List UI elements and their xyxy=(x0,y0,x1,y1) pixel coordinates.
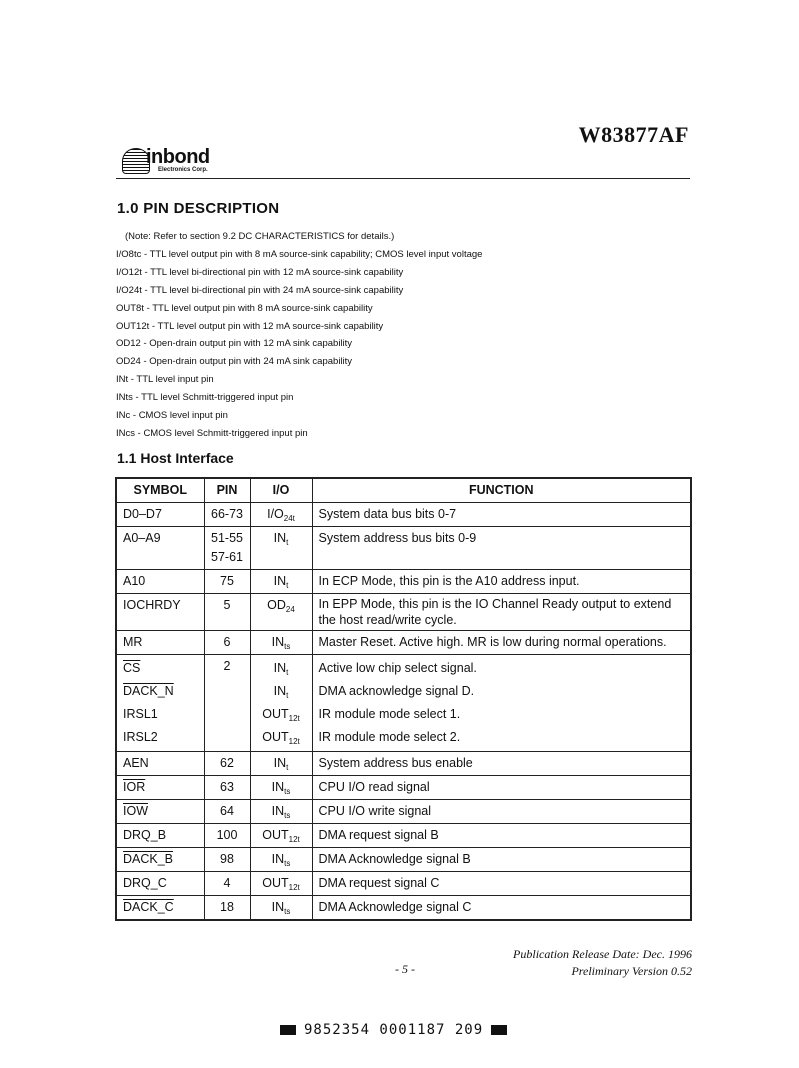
symbol-cell: DACK_C xyxy=(116,896,204,921)
io-cell: $IN_{ts}$ xyxy=(250,800,312,824)
note-line: I/O8tc - TTL level output pin with 8 mA source-sink capability; CMOS level input voltage xyxy=(116,248,483,260)
table-row xyxy=(116,503,691,527)
table-row xyxy=(116,570,691,594)
io-cell: $IN_{ts}$ xyxy=(250,848,312,872)
symbol-cell: AEN xyxy=(116,752,204,776)
symbol-cell: $\overline{IOR}$ xyxy=(116,776,204,800)
note-line: OD12 - Open-drain output pin with 12 mA sink capability xyxy=(116,338,353,350)
pin-cell: 66-73 xyxy=(204,503,250,527)
header-function: FUNCTION xyxy=(312,478,691,503)
symbol-cell: A10 xyxy=(116,570,204,594)
io-cell: $IN_{ts}$ xyxy=(250,631,312,655)
note-line: (Note: Refer to section 9.2 DC CHARACTERISTICS for details.) xyxy=(125,231,395,242)
table-row xyxy=(116,896,691,921)
function-cell: System address bus enable xyxy=(312,752,691,776)
symbol-cell: DRQ_C xyxy=(116,872,204,896)
logo-subtext: Electronics Corp. xyxy=(158,167,208,173)
function-cell: CPU I/O write signal xyxy=(312,800,691,824)
function-cell: In ECP Mode, this pin is the A10 address input. xyxy=(312,570,691,594)
table-row xyxy=(116,800,691,824)
pin-cell: 63 xyxy=(204,776,250,800)
io-cell: $IN_t$ xyxy=(250,570,312,594)
io-cell: $OUT_{12t}$ xyxy=(250,872,312,896)
pin-cell: 6 xyxy=(204,631,250,655)
section-title: 1.0 PIN DESCRIPTION xyxy=(117,200,280,217)
pin-type-notes xyxy=(116,228,482,443)
function-cell: Active low chip select signal. DMA acknowledge signal D. IR module mode select 1. IR module mode select 2. xyxy=(312,655,691,752)
winbond-logo xyxy=(122,146,242,176)
table-row-group xyxy=(116,655,691,752)
part-number: W83877AF xyxy=(578,122,689,147)
symbol-cell: IOCHRDY xyxy=(116,594,204,631)
pin-cell: 4 xyxy=(204,872,250,896)
function-cell: System data bus bits 0-7 xyxy=(312,503,691,527)
symbol-cell: A0–A9 xyxy=(116,527,204,570)
host-interface-table xyxy=(115,477,692,921)
barcode xyxy=(280,1022,507,1038)
footer-release-info xyxy=(513,946,692,980)
pin-cell: 62 xyxy=(204,752,250,776)
table-row xyxy=(116,776,691,800)
symbol-cell: $\overline{CS}$ DACK_N IRSL1 IRSL2 xyxy=(116,655,204,752)
function-cell: In EPP Mode, this pin is the IO Channel Ready output to extend the host read/write cycle. xyxy=(312,594,691,631)
io-cell: $OUT_{12t}$ xyxy=(250,824,312,848)
function-cell: DMA request signal B xyxy=(312,824,691,848)
pin-cell: 18 xyxy=(204,896,250,921)
io-cell: $IN_t$ $IN_t$ $OUT_{12t}$ $OUT_{12t}$ xyxy=(250,655,312,752)
header-pin: PIN xyxy=(204,478,250,503)
pin-cell: 2 xyxy=(204,655,250,752)
note-line: INts - TTL level Schmitt-triggered input pin xyxy=(116,392,294,404)
function-cell: DMA request signal C xyxy=(312,872,691,896)
io-cell: $IN_t$ xyxy=(250,752,312,776)
table-row xyxy=(116,872,691,896)
subsection-title: 1.1 Host Interface xyxy=(117,450,234,466)
symbol-cell: DRQ_B xyxy=(116,824,204,848)
note-line: INcs - CMOS level Schmitt-triggered input pin xyxy=(116,427,308,439)
io-cell: $IN_{ts}$ xyxy=(250,896,312,921)
note-line: INc - CMOS level input pin xyxy=(116,410,228,422)
table-header-row xyxy=(116,478,691,503)
logo-text: inbond xyxy=(146,146,210,168)
table-row xyxy=(116,824,691,848)
symbol-cell: D0–D7 xyxy=(116,503,204,527)
pin-cell: 64 xyxy=(204,800,250,824)
function-cell: DMA Acknowledge signal C xyxy=(312,896,691,921)
version: Preliminary Version 0.52 xyxy=(571,964,692,978)
pin-cell: 98 xyxy=(204,848,250,872)
header-symbol: SYMBOL xyxy=(116,478,204,503)
pin-cell: 51-55 57-61 xyxy=(204,527,250,570)
pin-cell: 100 xyxy=(204,824,250,848)
note-line: I/O24t - TTL level bi-directional pin with 24 mA source-sink capability xyxy=(116,284,404,296)
note-line: I/O12t - TTL level bi-directional pin with 12 mA source-sink capability xyxy=(116,266,404,278)
page-number: - 5 - xyxy=(395,962,415,976)
barcode-block-left xyxy=(280,1025,296,1035)
pin-cell: 5 xyxy=(204,594,250,631)
symbol-cell: DACK_B xyxy=(116,848,204,872)
release-date: Publication Release Date: Dec. 1996 xyxy=(513,947,692,961)
io-cell: $OD_{24}$ xyxy=(250,594,312,631)
io-cell: $I/O_{24t}$ xyxy=(250,503,312,527)
table-row xyxy=(116,527,691,570)
header-divider xyxy=(116,178,690,179)
function-cell: DMA Acknowledge signal B xyxy=(312,848,691,872)
note-line: OUT12t - TTL level output pin with 12 mA source-sink capability xyxy=(116,320,384,332)
pin-cell: 75 xyxy=(204,570,250,594)
symbol-cell: MR xyxy=(116,631,204,655)
function-cell: Master Reset. Active high. MR is low during normal operations. xyxy=(312,631,691,655)
symbol-cell: $\overline{IOW}$ xyxy=(116,800,204,824)
note-line: INt - TTL level input pin xyxy=(116,374,214,386)
io-cell: $IN_{ts}$ xyxy=(250,776,312,800)
table-row xyxy=(116,594,691,631)
table-row xyxy=(116,631,691,655)
note-line: OUT8t - TTL level output pin with 8 mA source-sink capability xyxy=(116,302,373,314)
header-io: I/O xyxy=(250,478,312,503)
table-row xyxy=(116,752,691,776)
function-cell: CPU I/O read signal xyxy=(312,776,691,800)
function-cell: System address bus bits 0-9 xyxy=(312,527,691,570)
barcode-block-right xyxy=(491,1025,507,1035)
note-line: OD24 - Open-drain output pin with 24 mA sink capability xyxy=(116,356,353,368)
io-cell: $IN_t$ xyxy=(250,527,312,570)
table-row xyxy=(116,848,691,872)
barcode-text: 9852354 0001187 209 xyxy=(304,1022,484,1038)
